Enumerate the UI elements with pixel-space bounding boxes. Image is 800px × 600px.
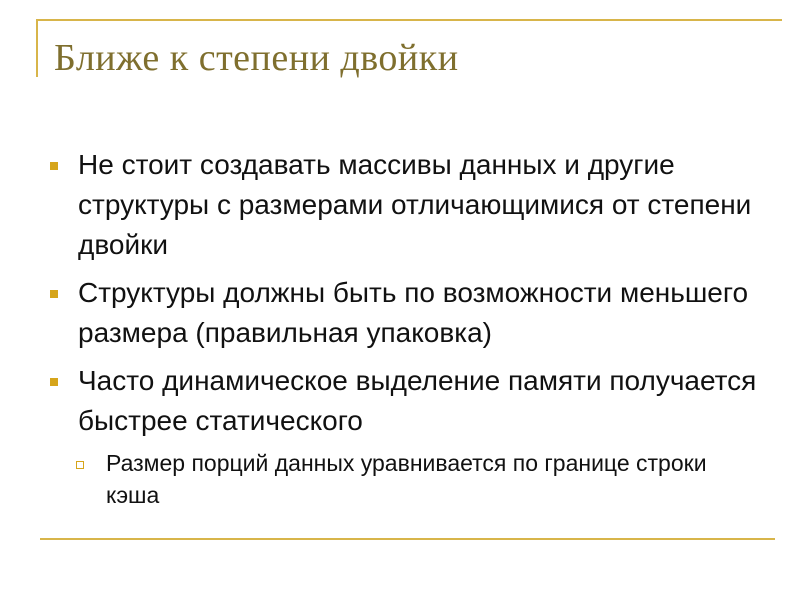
bullet-item <box>46 273 766 353</box>
square-bullet-icon <box>50 378 58 386</box>
bullet-text: Не стоит создавать массивы данных и другие структуры с размерами отличающимися от степени двойки <box>78 149 752 260</box>
bullet-item <box>46 145 766 265</box>
bullet-text: Структуры должны быть по возможности меньшего размера (правильная упаковка) <box>78 277 749 348</box>
bullet-item <box>46 361 766 441</box>
top-rule-vertical <box>36 19 38 77</box>
slide-title: Ближе к степени двойки <box>54 37 459 79</box>
hollow-square-bullet-icon <box>76 461 84 469</box>
bottom-rule <box>40 538 775 540</box>
sub-bullet-item <box>46 447 766 511</box>
sub-bullet-text: Размер порций данных уравнивается по границе строки кэша <box>106 450 707 508</box>
bullet-list <box>46 145 766 511</box>
square-bullet-icon <box>50 290 58 298</box>
square-bullet-icon <box>50 162 58 170</box>
bullet-text: Часто динамическое выделение памяти получается быстрее статического <box>78 365 757 436</box>
top-rule-horizontal <box>36 19 782 21</box>
